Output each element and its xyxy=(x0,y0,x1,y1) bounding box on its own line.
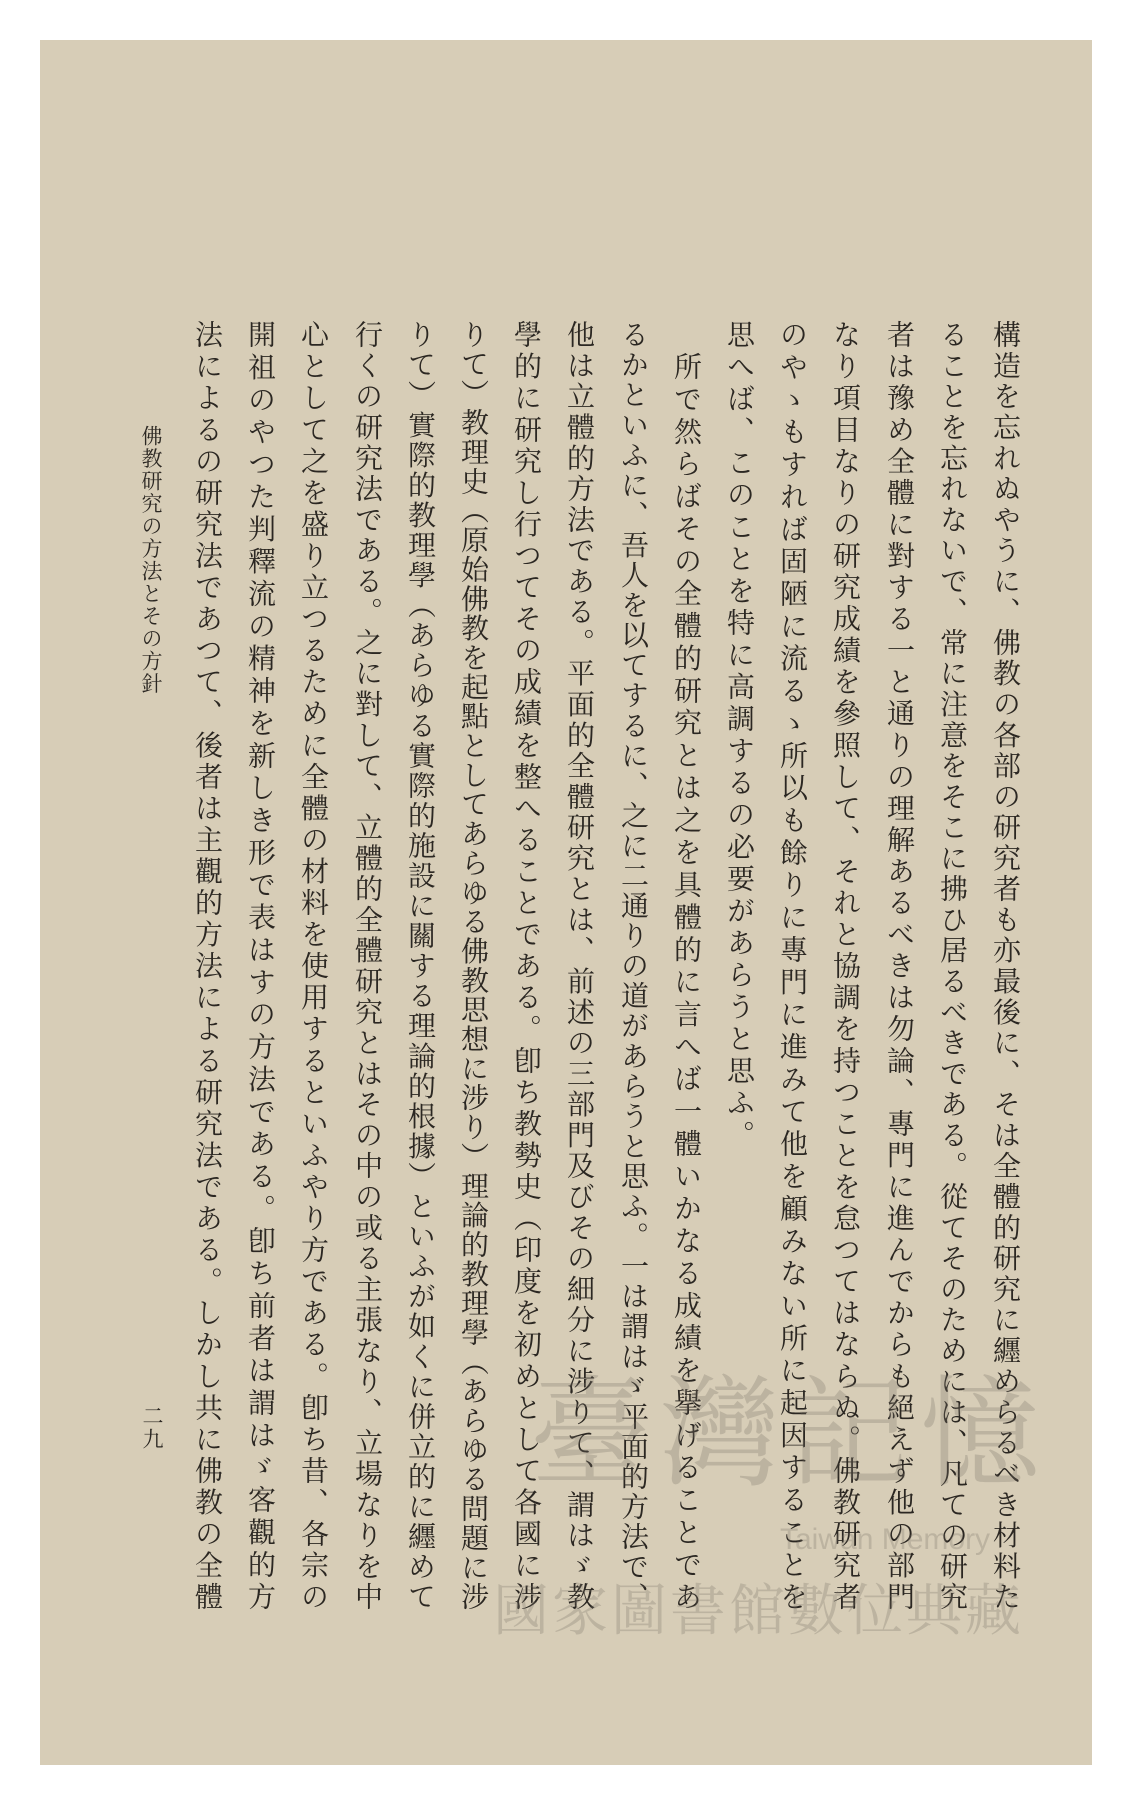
text-column-16: 法によるの研究法であつて、後者は主觀的方法による研究法である。しかし共に佛教の全體 xyxy=(191,320,224,1610)
watermark-english: Taiwan Memory xyxy=(780,1523,991,1556)
text-column-1: 構造を忘れぬやうに、佛教の各部の研究者も亦最後に、そは全體的研究に纒めらるべき材料た xyxy=(989,320,1022,1611)
text-column-11: りて）教理史（原始佛教を起點としてあらゆる佛教思想に涉り）理論的教理學（あらゆる問題に涉 xyxy=(457,320,490,1610)
text-column-2: ることを忘れないで、常に注意をそこに拂ひ居るべきである。從てそのためには、凡ての研究 xyxy=(936,320,969,1610)
text-column-10: 學的に研究し行つてその成績を整へることである。卽ち教勢史（印度を初めとして各國に涉 xyxy=(510,320,543,1610)
text-column-5: のやゝもすれば固陋に流るゝ所以も餘りに專門に進みて他を顧みない所に起因することを xyxy=(776,320,809,1610)
running-head: 佛教研究の方法とその方針 xyxy=(139,425,163,695)
text-column-13: 行くの研究法である。之に對して、立體的全體研究とはその中の或る主張なり、立場なりを中 xyxy=(351,320,384,1611)
text-column-4: なり項目なりの研究成績を參照して、それと協調を持つことを怠つてはならぬ。佛教研究者 xyxy=(829,320,862,1610)
text-column-6: 思へば、このことを特に高調するの必要があらうと思ふ。 xyxy=(723,320,756,1152)
text-column-14: 心として之を盛り立つるために全體の材料を使用するといふやり方である。卽ち昔、各宗の xyxy=(297,320,330,1610)
text-column-3: 者は豫め全體に對する一と通りの理解あるべきは勿論、專門に進んでからも絕えず他の部門 xyxy=(883,320,916,1610)
watermark-institution: 國家圖書館數位典藏 xyxy=(493,1579,1024,1644)
text-column-8: るかといふに、吾人を以てするに、之に二通りの道があらうと思ふ。一は謂はゞ平面的方法で、 xyxy=(617,320,650,1610)
text-column-15: 開祖のやつた判釋流の精神を新しき形で表はすの方法である。卽ち前者は謂はゞ客觀的方 xyxy=(244,320,277,1610)
watermark-logo: 臺灣記憶 xyxy=(530,1365,1050,1504)
page-number: 二九 xyxy=(140,1405,164,1451)
text-column-9: 他は立體的方法である。平面的全體研究とは、前述の三部門及びその細分に涉りて、謂はゞ教 xyxy=(563,320,596,1610)
text-column-7: 所で然らばその全體的研究とは之を具體的に言へば一體いかなる成績を擧げることであ xyxy=(670,352,703,1610)
text-column-12: りて）實際的教理學（あらゆる實際的施設に關する理論的根據）といふが如くに併立的に纒めて xyxy=(404,320,437,1610)
